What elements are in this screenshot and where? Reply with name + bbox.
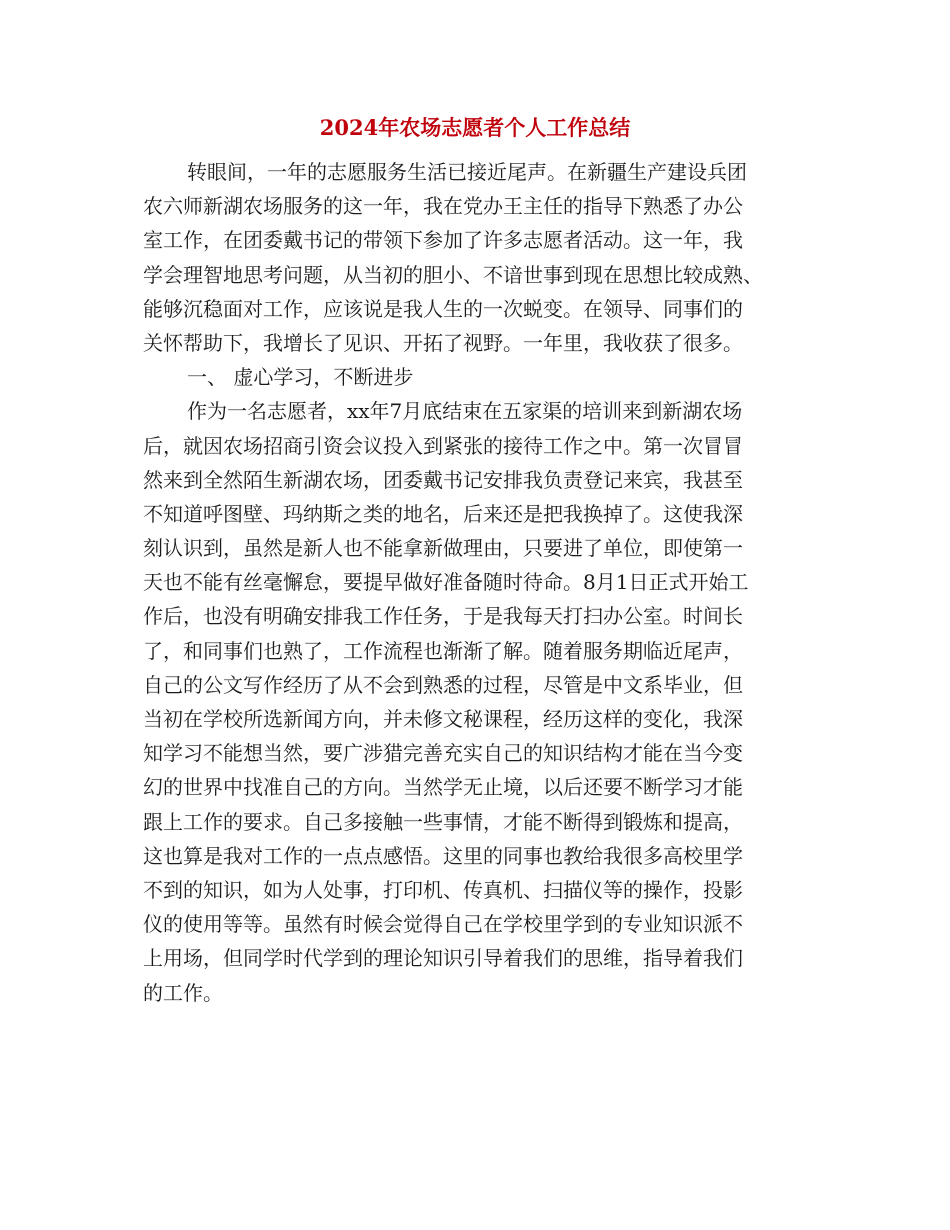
paragraph [143, 360, 819, 394]
paragraph-line: 仪的使用等等。虽然有时候会觉得自己在学校里学到的专业知识派不 [143, 912, 743, 937]
paragraph-line: 农六师新湖农场服务的这一年，我在党办王主任的指导下熟悉了办公 [143, 194, 743, 219]
paragraph-line: 作为一名志愿者，xx年7月底结束在五家渠的培训来到新湖农场 [187, 399, 743, 424]
paragraph-line: 不知道呼图壁、玛纳斯之类的地名，后来还是把我换掉了。这使我深 [143, 501, 743, 526]
paragraph [143, 155, 819, 360]
paragraph-line: 刻认识到，虽然是新人也不能拿新做理由，只要进了单位，即使第一 [143, 536, 743, 561]
document-title: 2024年农场志愿者个人工作总结 [319, 115, 631, 140]
paragraph-line: 幻的世界中找准自己的方向。当然学无止境，以后还要不断学习才能 [143, 775, 743, 800]
paragraph-line: 作后，也没有明确安排我工作任务，于是我每天打扫办公室。时间长 [143, 604, 743, 629]
paragraph-line: 后，就因农场招商引资会议投入到紧张的接待工作之中。第一次冒冒 [143, 433, 743, 458]
paragraph [143, 394, 819, 1009]
paragraph-line: 不到的知识，如为人处事，打印机、传真机、扫描仪等的操作，投影 [143, 877, 743, 902]
paragraph-line: 了，和同事们也熟了，工作流程也渐渐了解。随着服务期临近尾声， [143, 638, 743, 663]
paragraph-line: 自己的公文写作经历了从不会到熟悉的过程，尽管是中文系毕业，但 [143, 672, 743, 697]
paragraph-line: 关怀帮助下，我增长了见识、开拓了视野。一年里，我收获了很多。 [143, 330, 743, 355]
paragraph-line: 学会理智地思考问题，从当初的胆小、不谙世事到现在思想比较成熟、 [143, 262, 763, 287]
paragraph-line: 一、 虚心学习，不断进步 [187, 365, 414, 390]
paragraph-line: 上用场，但同学时代学到的理论知识引导着我们的思维，指导着我们 [143, 946, 743, 971]
paragraph-line: 然来到全然陌生新湖农场，团委戴书记安排我负责登记来宾，我甚至 [143, 467, 743, 492]
paragraph-line: 能够沉稳面对工作，应该说是我人生的一次蜕变。在领导、同事们的 [143, 296, 743, 321]
paragraph-line: 当初在学校所选新闻方向，并未修文秘课程，经历这样的变化，我深 [143, 707, 743, 731]
paragraph-line: 的工作。 [143, 980, 223, 1005]
document-body [143, 155, 819, 1010]
paragraph-line: 知学习不能想当然，要广涉猎完善充实自己的知识结构才能在当今变 [143, 741, 743, 766]
paragraph-line: 跟上工作的要求。自己多接触一些事情，才能不断得到锻炼和提高， [143, 809, 743, 834]
paragraph-line: 天也不能有丝毫懈怠，要提早做好准备随时待命。8月1日正式开始工 [143, 570, 749, 595]
paragraph-line: 室工作，在团委戴书记的带领下参加了许多志愿者活动。这一年，我 [143, 228, 743, 253]
paragraph-line: 这也算是我对工作的一点点感悟。这里的同事也教给我很多高校里学 [143, 843, 743, 868]
paragraph-line: 转眼间，一年的志愿服务生活已接近尾声。在新疆生产建设兵团 [187, 160, 747, 184]
